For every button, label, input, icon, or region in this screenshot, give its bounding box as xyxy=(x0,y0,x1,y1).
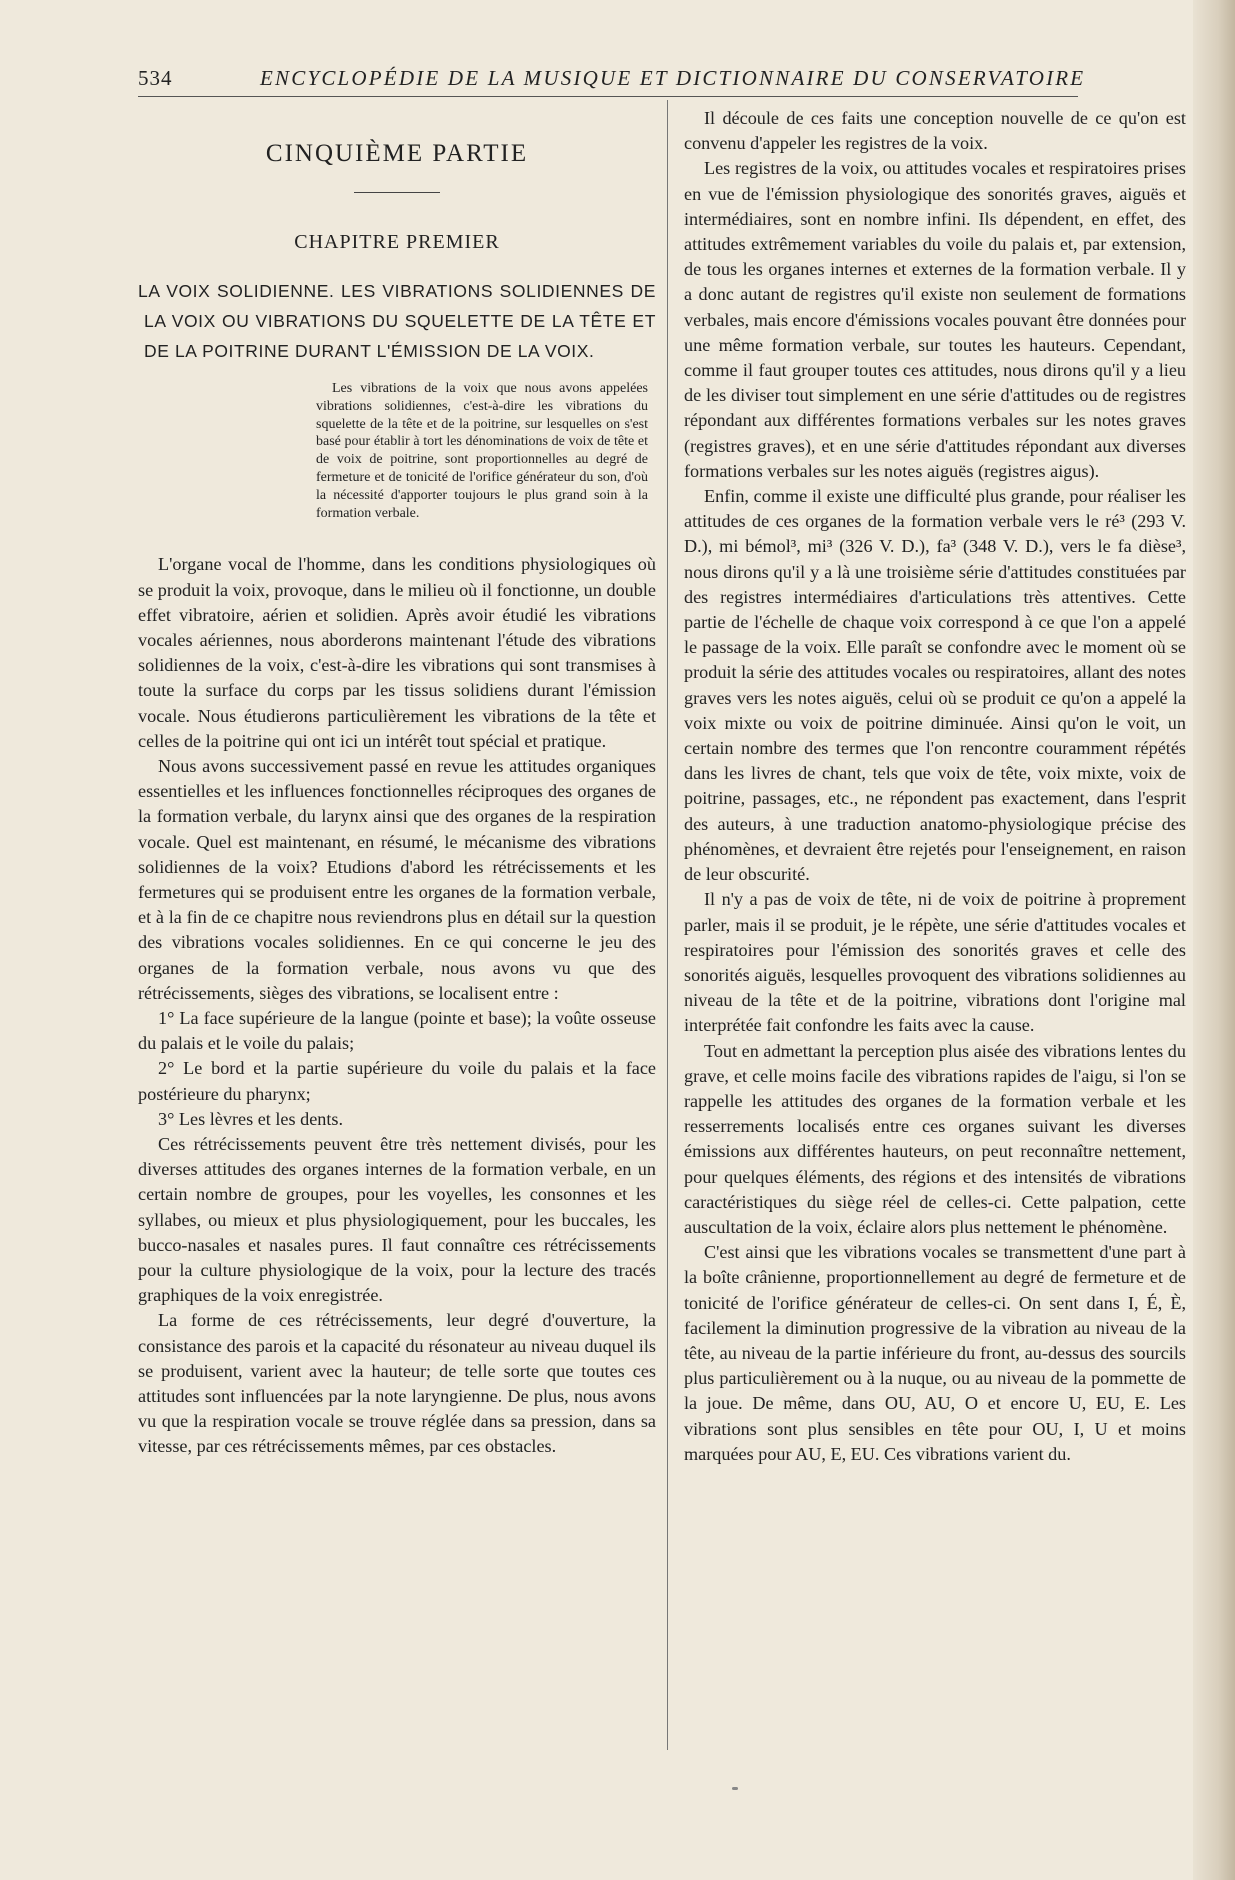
paragraph: Les registres de la voix, ou attitudes vocales et respiratoires prises en vue de l'émission physiologique des sonorités graves, aiguës et intermédiaires, sont en nombre infini. Ils dépendent, en effet, des attitudes extrêmement variables du voile du palais et, par extension, de tous les organes internes et externes de la formation verbale. Il y a donc autant de registres qu'il existe non seulement de formations verbales, mais encore d'émissions vocales pouvant être données pour une même formation verbale, sur toutes les hauteurs. Cependant, comme il faut grouper toutes ces attitudes, nous dirons qu'il y a lieu de les diviser tout simplement en une série d'attitudes ou de registres répondant aux différentes formations verbales sur les notes graves (registres graves), et en une série d'attitudes répondant aux diverses formations verbales sur les notes aiguës (registres aigus). xyxy=(684,158,1186,481)
paragraph: Il découle de ces faits une conception nouvelle de ce qu'on est convenu d'appeler les registres de la voix. xyxy=(684,108,1186,154)
left-column xyxy=(138,100,656,1460)
chapter-abstract xyxy=(316,380,648,522)
page-edge-shadow xyxy=(1193,0,1235,1880)
paragraph: Nous avons successivement passé en revue les attitudes organiques essentielles et les influences fonctionnelles réciproques des organes de la formation verbale, du larynx ainsi que des organes de la respiration vocale. Quel est maintenant, en résumé, le mécanisme des vibrations solidiennes de la voix? Etudions d'abord les rétrécissements et les fermetures qui se produisent entre les organes de la formation verbale, et à la fin de ce chapitre nous reviendrons plus en détail sur la question des vibrations vocales solidiennes. En ce qui concerne le jeu des organes de la formation verbale, nous avons vu que des rétrécissements, sièges des vibrations, se localisent entre : xyxy=(138,756,656,1003)
column-divider xyxy=(667,100,668,1750)
right-body-text xyxy=(684,106,1186,1467)
paragraph: Tout en admettant la perception plus aisée des vibrations lentes du grave, et celle moins facile des vibrations rapides de l'aigu, si l'on se rappelle les attitudes des organes de la formation verbale et les resserrements localisés entre ces organes suivant les diverses émissions aux différentes hauteurs, on peut reconnaître nettement, pour quelques éléments, des régions et des intensités de vibrations caractéristiques du siège réel de celles-ci. Cette palpation, cette auscultation de la voix, éclaire alors plus nettement le phénomène. xyxy=(684,1040,1186,1237)
list-item: 1° La face supérieure de la langue (pointe et base); la voûte osseuse du palais et le voile du palais; xyxy=(138,1008,656,1054)
title-rule xyxy=(354,192,440,193)
running-title: ENCYCLOPÉDIE DE LA MUSIQUE ET DICTIONNAIRE DU CONSERVATOIRE xyxy=(260,66,1086,90)
page-header xyxy=(138,62,1086,97)
chapter-heading: LA VOIX SOLIDIENNE. LES VIBRATIONS SOLIDIENNES DE LA VOIX OU VIBRATIONS DU SQUELETTE DE LA TÊTE ET DE LA POITRINE DURANT L'ÉMISSION DE LA VOIX. xyxy=(138,281,656,361)
ink-speck xyxy=(732,1787,738,1790)
list-item: 3° Les lèvres et les dents. xyxy=(158,1108,344,1129)
list-item: 2° Le bord et la partie supérieure du voile du palais et la face postérieure du pharynx; xyxy=(138,1058,656,1104)
paragraph: Il n'y a pas de voix de tête, ni de voix de poitrine à proprement parler, mais il se produit, je le répète, une série d'attitudes vocales et respiratoires pour l'émission des sonorités graves et celle des sonorités aiguës, lesquelles provoquent des vibrations solidiennes au niveau de la tête et de la poitrine, vibrations dont l'origine mal interprétée fait confondre les faits avec la cause. xyxy=(684,889,1186,1036)
paragraph: C'est ainsi que les vibrations vocales se transmettent d'une part à la boîte crânienne, proportionnellement au degré de fermeture et de tonicité de l'orifice générateur de celles-ci. On sent dans I, É, È, facilement la diminution progressive de la vibration au niveau de la tête, au niveau de la partie inférieure du front, au-dessus des sourcils plus particulièrement ou à la nuque, ou au niveau de la pommette de la joue. De même, dans OU, AU, O et encore U, EU, E. Les vibrations sont plus sensibles en tête pour OU, I, U et moins marquées pour AU, E, EU. Ces vibrations varient du. xyxy=(684,1242,1186,1464)
paragraph: La forme de ces rétrécissements, leur degré d'ouverture, la consistance des parois et la capacité du résonateur au niveau duquel ils se produisent, varient avec la hauteur; de telle sorte que toutes ces attitudes sont influencées par la note laryngienne. De plus, nous avons vu que la respiration vocale se trouve réglée dans sa pression, dans sa vitesse, par ces rétrécissements mêmes, par ces obstacles. xyxy=(138,1310,656,1457)
paragraph: Enfin, comme il existe une difficulté plus grande, pour réaliser les attitudes de ces organes de la formation verbale vers le ré³ (293 V. D.), mi bémol³, mi³ (326 V. D.), fa³ (348 V. D.), vers le fa dièse³, nous dirons qu'il y a là une troisième série d'attitudes constituées par des registres intermédiaires d'articulations très attentives. Cette partie de l'échelle de chaque voix correspond à ce que l'on a appelé le passage de la voix. Elle paraît se confondre avec le moment où se produit la série des attitudes vocales ou respiratoires, allant des notes graves vers les notes aiguës, celui où se produit ce qu'on a appelé la voix mixte ou voix de poitrine diminuée. Ainsi qu'on le voit, un certain nombre des termes que l'on rencontre couramment répétés dans les livres de chant, tels que voix de tête, voix mixte, voix de poitrine, passages, etc., ne répondent pas exactement, dans l'esprit des auteurs, à une traduction anatomo-physiologique précise des phénomènes, et devraient être rejetés pour l'enseignement, en raison de leur obscurité. xyxy=(684,486,1186,885)
paragraph: L'organe vocal de l'homme, dans les conditions physiologiques où se produit la voix, provoque, dans le milieu où il fonctionne, un double effet vibratoire, aérien et solidien. Après avoir étudié les vibrations vocales aériennes, nous aborderons maintenant l'étude des vibrations solidiennes de la voix, c'est-à-dire les vibrations qui sont transmises à toute la surface du corps par les tissus solidiens durant l'émission vocale. Nous étudierons particulièrement les vibrations de la tête et celles de la poitrine qui ont ici un intérêt tout spécial et pratique. xyxy=(138,554,656,751)
chapter-title: CHAPITRE PREMIER xyxy=(294,231,500,253)
left-body-text xyxy=(138,552,656,1459)
part-title: CINQUIÈME PARTIE xyxy=(265,140,529,167)
paragraph: Ces rétrécissements peuvent être très nettement divisés, pour les diverses attitudes des organes internes de la formation verbale, en un certain nombre de groupes, pour les voyelles, les consonnes et les syllabes, ou mieux et plus physiologiquement, pour les buccales, les bucco-nasales et nasales pures. Il faut connaître ces rétrécissements pour la culture physiologique de la voix, pour la lecture des tracés graphiques de la voix enregistrée. xyxy=(138,1134,656,1306)
right-column xyxy=(684,100,1186,1467)
page-number: 534 xyxy=(138,66,173,90)
abstract-text: Les vibrations de la voix que nous avons appelées vibrations solidiennes, c'est-à-dire les vibrations du squelette de la tête et de la poitrine, sur lesquelles on s'est basé pour établir à tort les dénominations de voix de tête et de voix de poitrine, sont proportionnelles au degré de fermeture et de tonicité de l'orifice générateur du son, d'où la nécessité d'apporter toujours le plus grand soin à la formation verbale. xyxy=(316,381,648,521)
